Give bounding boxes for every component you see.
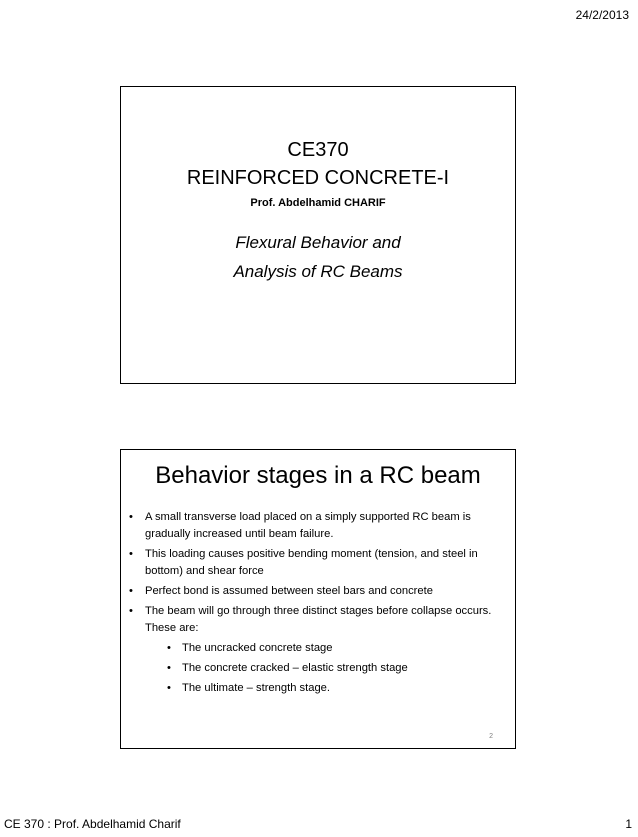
page-date: 24/2/2013 bbox=[575, 8, 629, 22]
bullet-icon: • bbox=[167, 682, 171, 694]
list-item-text: A small transverse load placed on a simply supported RC beam is gradually increased until beam failure. bbox=[145, 511, 471, 540]
subtitle-line-1: Flexural Behavior and bbox=[235, 233, 401, 252]
bullet-icon: • bbox=[129, 511, 133, 523]
page-number: 1 bbox=[625, 817, 632, 831]
slide-title: Behavior stages in a RC beam bbox=[155, 462, 481, 489]
professor-name: Prof. Abdelhamid CHARIF bbox=[250, 197, 386, 209]
course-code: CE370 bbox=[287, 139, 349, 161]
sub-list-item-text: The concrete cracked – elastic strength stage bbox=[182, 662, 408, 674]
list-item-text: The beam will go through three distinct stages before collapse occurs. These are: bbox=[145, 605, 492, 634]
subtitle-line-2: Analysis of RC Beams bbox=[233, 262, 403, 281]
bullet-icon: • bbox=[167, 642, 171, 654]
sub-list-item bbox=[127, 640, 499, 657]
list-item bbox=[127, 603, 499, 637]
sub-list-item bbox=[127, 680, 499, 697]
bullet-icon: • bbox=[129, 548, 133, 560]
list-item bbox=[127, 546, 499, 580]
bullet-icon: • bbox=[129, 605, 133, 617]
course-title: REINFORCED CONCRETE-I bbox=[186, 167, 450, 189]
list-item-text: This loading causes positive bending moment (tension, and steel in bottom) and shear force bbox=[145, 548, 478, 577]
content-slide bbox=[120, 449, 516, 749]
sub-list-item-text: The uncracked concrete stage bbox=[182, 642, 333, 654]
bullet-icon: • bbox=[129, 585, 133, 597]
list-item-text: Perfect bond is assumed between steel bars and concrete bbox=[145, 585, 433, 597]
bullet-list bbox=[127, 509, 499, 700]
title-slide bbox=[120, 86, 516, 384]
slide-number: 2 bbox=[489, 733, 493, 740]
footer-author: CE 370 : Prof. Abdelhamid Charif bbox=[4, 817, 181, 831]
list-item bbox=[127, 509, 499, 543]
sub-list-item bbox=[127, 660, 499, 677]
bullet-icon: • bbox=[167, 662, 171, 674]
sub-list-item-text: The ultimate – strength stage. bbox=[182, 682, 331, 694]
list-item bbox=[127, 583, 499, 600]
